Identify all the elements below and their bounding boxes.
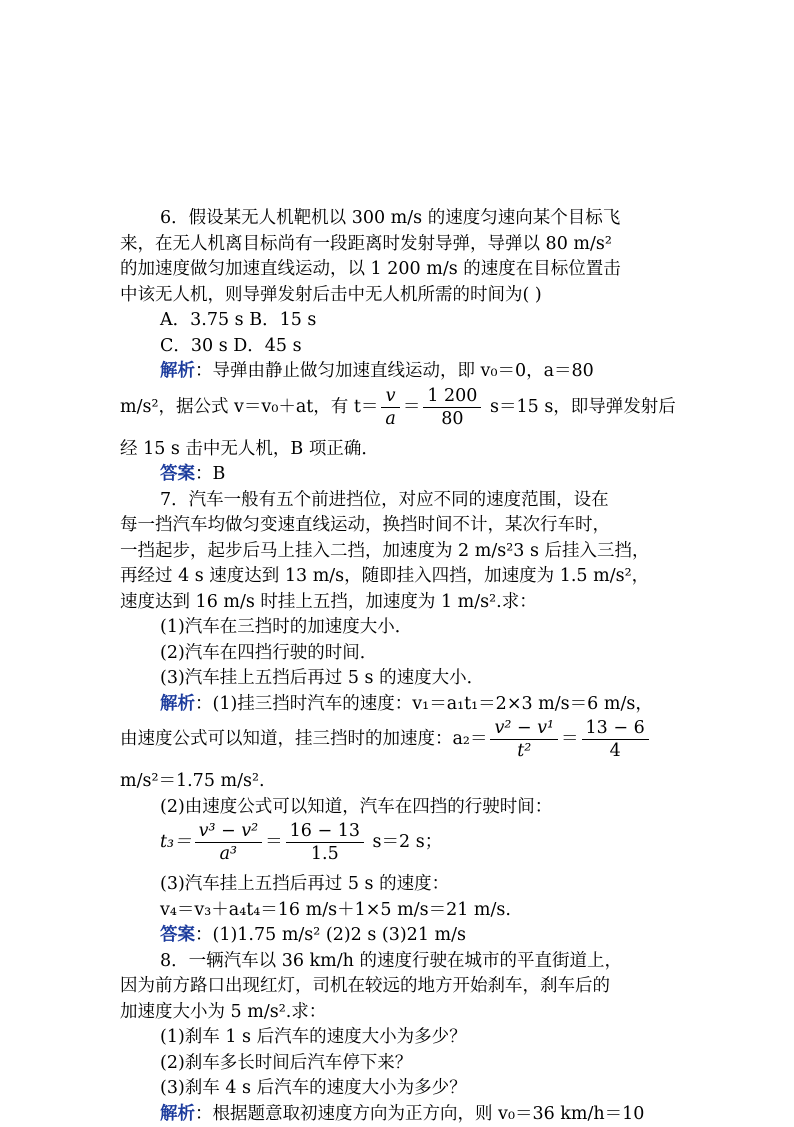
q8-stem-line-1: 8．一辆汽车以 36 km/h 的速度行驶在城市的平直街道上， <box>120 949 676 975</box>
fraction-denominator: a <box>381 408 399 430</box>
q7-analysis-line-7: v₄＝v₃＋a₄t₄＝16 m/s＋1×5 m/s＝21 m/s. <box>120 898 676 924</box>
q6-analysis-line-1 <box>120 359 676 385</box>
fraction-1200-over-80 <box>423 385 481 430</box>
fraction-v-diff-over-t <box>490 717 558 762</box>
fraction-numerator: 1 200 <box>423 385 481 408</box>
q7-stem-line-2: 每一挡汽车均做匀变速直线运动，换挡时间不计，某次行车时， <box>120 513 676 539</box>
q7-a5-result: s＝2 s； <box>367 832 442 852</box>
q7-answer-value: ：(1)1.75 m/s² (2)2 s (3)21 m/s <box>195 925 466 945</box>
fraction-v-diff-over-a <box>195 820 263 865</box>
q6-analysis-line-2 <box>120 385 676 437</box>
equals-sign: ＝ <box>561 729 579 749</box>
q7-stem-line-3: 一挡起步，起步后马上挂入二挡，加速度为 2 m/s²3 s 后挂入三挡， <box>120 539 676 565</box>
q6-analysis-formula-prefix: m/s²，据公式 v＝v₀＋at，有 t＝ <box>120 397 378 417</box>
q7-stem-line-5: 速度达到 16 m/s 时挂上五挡，加速度为 1 m/s².求： <box>120 590 676 616</box>
q7-a5-prefix: t₃＝ <box>160 832 192 852</box>
q6-analysis-result: s＝15 s，即导弹发射后 <box>484 397 675 417</box>
q7-analysis-line-5 <box>120 820 676 872</box>
q6-answer-value: ：B <box>195 464 225 484</box>
q7-analysis-line-3: m/s²＝1.75 m/s². <box>120 769 676 795</box>
analysis-label: 解析 <box>160 361 195 381</box>
q7-subq-1: (1)汽车在三挡时的加速度大小． <box>120 615 676 641</box>
q8-subq-1: (1)刹车 1 s 后汽车的速度大小为多少？ <box>120 1025 676 1051</box>
equals-sign: ＝ <box>265 832 283 852</box>
fraction-denominator: t² <box>490 740 558 762</box>
analysis-label: 解析 <box>160 1104 195 1124</box>
fraction-denominator: 1.5 <box>286 843 364 865</box>
equals-sign: ＝ <box>403 397 421 417</box>
fraction-denominator: 4 <box>582 740 649 762</box>
q7-answer <box>120 923 676 949</box>
fraction-16-13-over-1-5 <box>286 820 364 865</box>
answer-label: 答案 <box>160 925 195 945</box>
q8-analysis-line-1 <box>120 1102 676 1127</box>
fraction-v-over-a <box>381 385 399 430</box>
q8-subq-2: (2)刹车多长时间后汽车停下来？ <box>120 1051 676 1077</box>
fraction-numerator: 13 − 6 <box>582 717 649 740</box>
q8-stem-line-3: 加速度大小为 5 m/s².求： <box>120 1000 676 1026</box>
q7-stem-line-1: 7．汽车一般有五个前进挡位，对应不同的速度范围，设在 <box>120 488 676 514</box>
fraction-numerator: 16 − 13 <box>286 820 364 843</box>
q6-stem-line-2: 来，在无人机离目标尚有一段距离时发射导弹，导弹以 80 m/s² <box>120 232 676 258</box>
q7-analysis-text: ：(1)挂三挡时汽车的速度：v₁＝a₁t₁＝2×3 m/s＝6 m/s， <box>195 694 653 714</box>
q7-a2-text: 由速度公式可以知道，挂三挡时的加速度：a₂＝ <box>120 729 487 749</box>
q7-analysis-line-6: (3)汽车挂上五挡后再过 5 s 的速度： <box>120 872 676 898</box>
q7-analysis-line-4: (2)由速度公式可以知道，汽车在四挡的行驶时间： <box>120 795 676 821</box>
q7-analysis-line-1 <box>120 692 676 718</box>
fraction-numerator: v² − v¹ <box>490 717 558 740</box>
document-page <box>120 206 676 1127</box>
fraction-numerator: v³ − v² <box>195 820 263 843</box>
fraction-13-6-over-4 <box>582 717 649 762</box>
q7-stem-line-4: 再经过 4 s 速度达到 13 m/s，随即挂入四挡，加速度为 1.5 m/s²， <box>120 564 676 590</box>
q8-analysis-text: ：根据题意取初速度方向为正方向，则 v₀＝36 km/h＝10 <box>195 1104 644 1124</box>
fraction-numerator: v <box>381 385 399 408</box>
analysis-label: 解析 <box>160 694 195 714</box>
fraction-denominator: a³ <box>195 843 263 865</box>
answer-label: 答案 <box>160 464 195 484</box>
q6-option-cd: C．30 s D．45 s <box>120 334 676 360</box>
q7-subq-2: (2)汽车在四挡行驶的时间． <box>120 641 676 667</box>
q6-analysis-text: ：导弹由静止做匀加速直线运动，即 v₀＝0，a＝80 <box>195 361 594 381</box>
fraction-denominator: 80 <box>423 408 481 430</box>
q7-analysis-line-2 <box>120 717 676 769</box>
q6-stem-line-3: 的加速度做匀加速直线运动，以 1 200 m/s 的速度在目标位置击 <box>120 257 676 283</box>
q6-answer <box>120 462 676 488</box>
q6-option-ab: A．3.75 s B．15 s <box>120 308 676 334</box>
q7-subq-3: (3)汽车挂上五挡后再过 5 s 的速度大小． <box>120 666 676 692</box>
q8-stem-line-2: 因为前方路口出现红灯，司机在较远的地方开始刹车，刹车后的 <box>120 974 676 1000</box>
q8-subq-3: (3)刹车 4 s 后汽车的速度大小为多少？ <box>120 1076 676 1102</box>
q6-stem-line-1: 6．假设某无人机靶机以 300 m/s 的速度匀速向某个目标飞 <box>120 206 676 232</box>
q6-analysis-line-3: 经 15 s 击中无人机，B 项正确． <box>120 437 676 463</box>
q6-stem-line-4: 中该无人机，则导弹发射后击中无人机所需的时间为( ) <box>120 283 676 309</box>
